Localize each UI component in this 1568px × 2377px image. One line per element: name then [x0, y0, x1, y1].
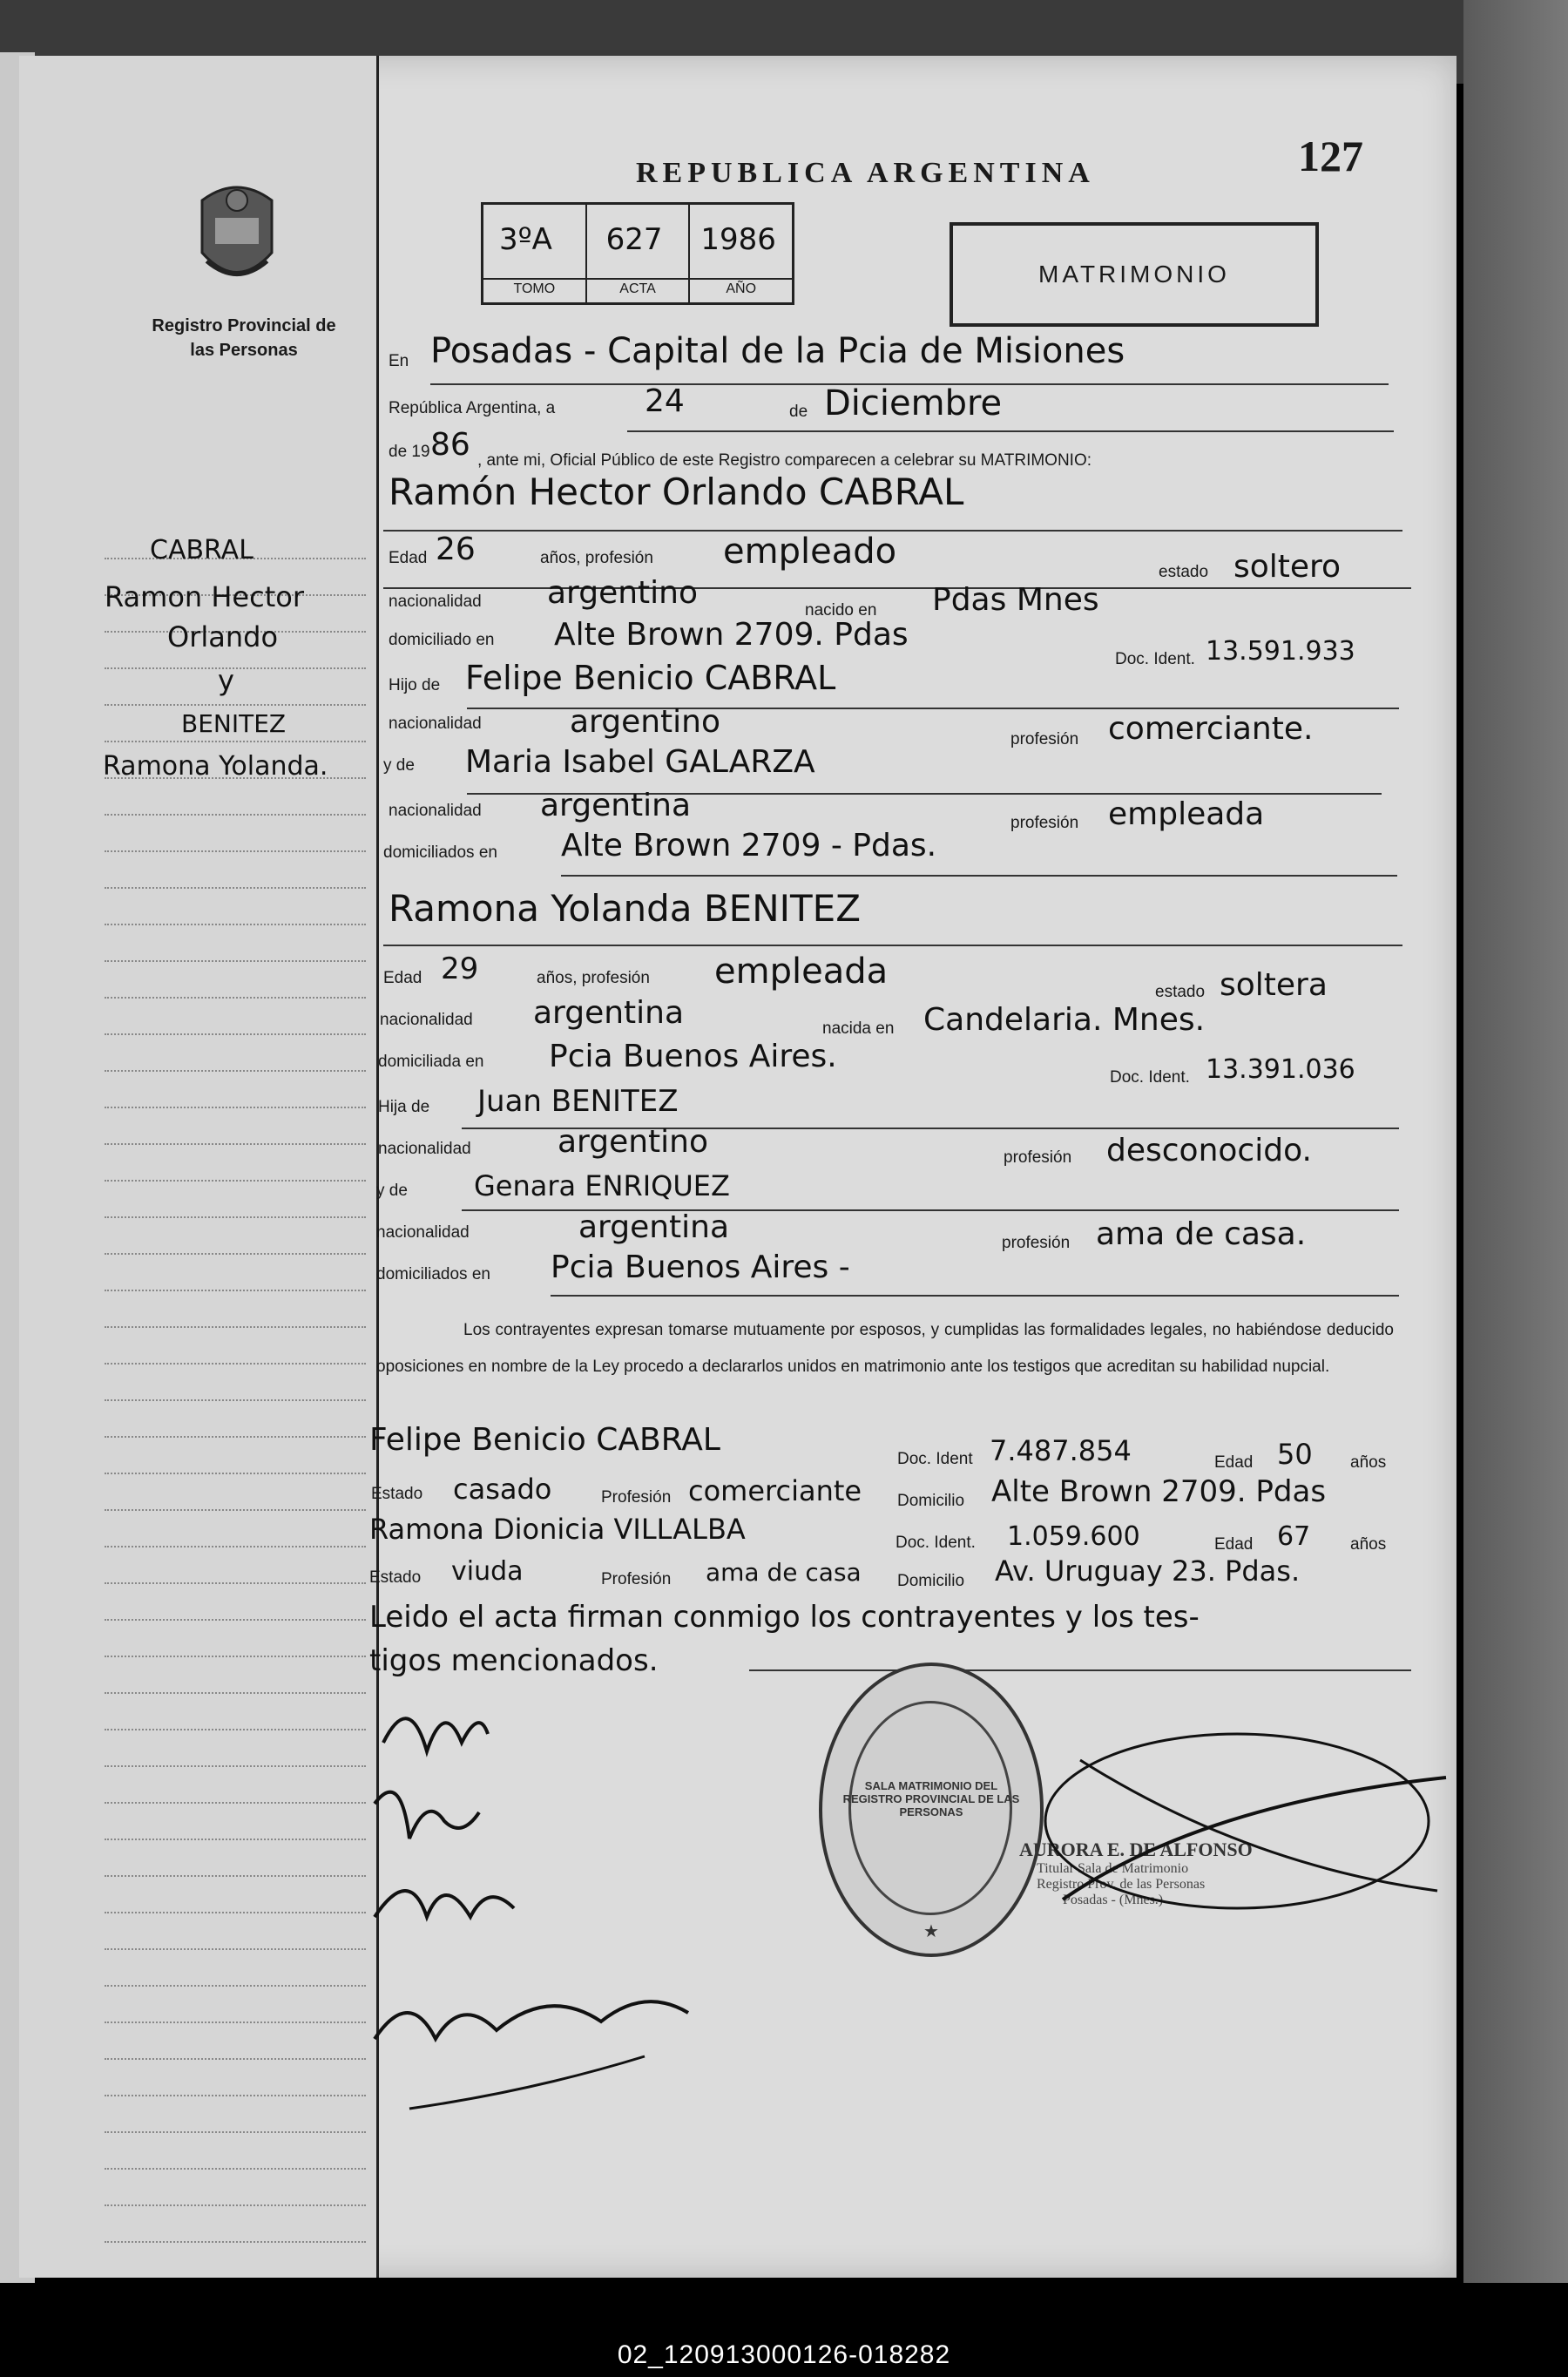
acta-label: ACTA — [587, 278, 689, 297]
bride-padre: Juan BENITEZ — [477, 1084, 679, 1119]
groom-yde-label: y de — [383, 756, 415, 775]
bride-madre-prof-label: profesión — [1002, 1234, 1071, 1252]
bride-nacionalidad: argentina — [533, 995, 685, 1031]
seal-text: SALA MATRIMONIO DEL REGISTRO PROVINCIAL DE LAS PERSONAS — [842, 1779, 1020, 1818]
margin-rule — [105, 2095, 366, 2096]
page-number: 127 — [1298, 132, 1363, 180]
groom-doc-label: Doc. Ident. — [1115, 650, 1195, 668]
de-label: de — [789, 403, 808, 421]
witness2-prof-label: Profesión — [601, 1570, 672, 1588]
official-city: Posadas - (Mnes.) — [1063, 1893, 1164, 1907]
margin-rule — [105, 850, 366, 852]
witness2-domicilio: Av. Uruguay 23. Pdas. — [995, 1554, 1301, 1588]
margin-rule — [105, 2241, 366, 2243]
bride-padre-nac: argentino — [558, 1124, 709, 1160]
official-title: Titular Sala de Matrimonio — [1037, 1861, 1189, 1876]
margin-rule — [105, 1619, 366, 1621]
margin-groom-given-1: Ramon Hector — [105, 580, 304, 613]
groom-edad: 26 — [436, 532, 476, 567]
margin-rule — [105, 1948, 366, 1950]
margin-rule — [105, 1912, 366, 1913]
witness2-profesion: ama de casa — [706, 1558, 862, 1587]
margin-rule — [105, 1399, 366, 1401]
margin-rule — [105, 2021, 366, 2023]
margin-rule — [105, 2131, 366, 2133]
margin-connector: y — [218, 664, 234, 697]
margin-rule — [105, 1582, 366, 1584]
bride-madre-prof: ama de casa. — [1096, 1216, 1307, 1252]
witness1-prof-label: Profesión — [601, 1488, 672, 1507]
year-prefix: de 19 — [389, 443, 430, 461]
registry-name: Registro Provincial de las Personas — [152, 316, 336, 360]
bride-name: Ramona Yolanda BENITEZ — [389, 887, 861, 930]
bride-nac-label: nacionalidad — [380, 1011, 473, 1029]
margin-rule — [105, 1729, 366, 1730]
margin-rule — [105, 1070, 366, 1072]
bride-anios-label: años, profesión — [537, 969, 650, 987]
rule — [551, 1295, 1399, 1297]
witness1-dom-label: Domicilio — [897, 1492, 965, 1510]
margin-rule — [105, 960, 366, 962]
margin-rule — [105, 1290, 366, 1291]
day: 24 — [645, 383, 685, 419]
official-office: Registro Prov. de las Personas — [1037, 1877, 1206, 1892]
groom-padres-dom-label: domiciliados en — [383, 843, 497, 862]
margin-rule — [105, 1363, 366, 1365]
rule — [561, 875, 1397, 877]
month: Diciembre — [824, 383, 1003, 423]
acta-value: 627 — [605, 222, 663, 257]
groom-padre: Felipe Benicio CABRAL — [465, 659, 836, 697]
witness2-name: Ramona Dionicia VILLALBA — [369, 1513, 746, 1546]
margin-rule — [105, 1839, 366, 1840]
bride-madre-nac: argentina — [578, 1209, 730, 1245]
groom-name: Ramón Hector Orlando CABRAL — [389, 471, 964, 513]
record-number-box — [481, 202, 794, 305]
bride-profesion: empleada — [714, 951, 889, 992]
rule — [383, 587, 1411, 589]
rule — [627, 430, 1394, 432]
margin-rule — [105, 1765, 366, 1767]
bride-padres-dom: Pcia Buenos Aires - — [551, 1249, 850, 1285]
groom-padre-nac-label: nacionalidad — [389, 714, 482, 733]
groom-madre-prof-label: profesión — [1010, 814, 1079, 832]
witness1-edad: 50 — [1277, 1438, 1313, 1471]
bride-padre-nac-label: nacionalidad — [378, 1140, 471, 1158]
groom-padre-prof-label: profesión — [1010, 730, 1079, 748]
official-name: AURORA E. DE ALFONSO — [1019, 1839, 1253, 1860]
margin-groom-surname: CABRAL — [150, 535, 253, 565]
year-suffix: 86 — [430, 427, 470, 463]
margin-rule — [105, 1546, 366, 1547]
witness2-anios-label: años — [1350, 1535, 1387, 1554]
signatures-graphic — [357, 1690, 740, 2143]
witness2-estado-label: Estado — [369, 1568, 422, 1587]
witness2-estado: viuda — [451, 1556, 524, 1587]
margin-rule — [105, 1436, 366, 1438]
bride-estado-label: estado — [1155, 983, 1206, 1001]
witness1-estado: casado — [453, 1473, 552, 1506]
margin-rule — [105, 997, 366, 999]
groom-padres-dom: Alte Brown 2709 - Pdas. — [561, 828, 937, 863]
bride-madre: Genara ENRIQUEZ — [474, 1169, 730, 1202]
margin-rule — [105, 1509, 366, 1511]
official-signature — [1028, 1725, 1463, 1917]
bride-domicilio: Pcia Buenos Aires. — [549, 1039, 837, 1074]
groom-madre-nac-label: nacionalidad — [389, 802, 482, 820]
groom-nacido-label: nacido en — [805, 601, 877, 620]
groom-hijo-label: Hijo de — [389, 676, 441, 694]
margin-rule — [105, 1656, 366, 1657]
bride-edad: 29 — [441, 951, 479, 986]
bride-yde-label: y de — [376, 1182, 408, 1200]
statement: , ante mi, Oficial Público de este Registro comparecen a celebrar su MATRIMONIO: — [477, 451, 1092, 470]
margin-rule — [105, 2204, 366, 2206]
margin-rule — [105, 667, 366, 669]
groom-padre-prof: comerciante. — [1108, 711, 1314, 747]
groom-madre: Maria Isabel GALARZA — [465, 744, 815, 780]
margin-rule — [105, 1802, 366, 1804]
witness2-doc-label: Doc. Ident. — [896, 1534, 976, 1552]
star-icon: ★ — [923, 1922, 939, 1941]
margin-rule — [105, 1875, 366, 1877]
groom-estado: soltero — [1233, 549, 1342, 585]
rule — [383, 945, 1402, 946]
groom-profesion: empleado — [723, 532, 897, 572]
record-type: MATRIMONIO — [1038, 261, 1230, 288]
country-title: REPUBLICA ARGENTINA — [636, 157, 1095, 189]
tomo-value: 3ºA — [499, 222, 552, 257]
background-right — [1463, 0, 1568, 2283]
coat-of-arms-icon — [185, 174, 289, 296]
bride-doc-label: Doc. Ident. — [1110, 1068, 1190, 1087]
margin-rule — [105, 1985, 366, 1987]
groom-nac-label: nacionalidad — [389, 593, 482, 611]
margin-rule — [105, 1326, 366, 1328]
republica-label: República Argentina, a — [389, 399, 556, 417]
groom-madre-nac: argentina — [540, 788, 692, 823]
groom-nacionalidad: argentino — [547, 575, 699, 611]
margin-rule — [105, 1253, 366, 1255]
official-seal — [819, 1663, 1044, 1957]
witness1-doc-label: Doc. Ident — [897, 1450, 973, 1468]
rule — [749, 1669, 1411, 1671]
margin-rule — [105, 1692, 366, 1694]
margin-groom-given-2: Orlando — [167, 620, 279, 654]
groom-edad-label: Edad — [389, 549, 428, 567]
margin-rule — [105, 2168, 366, 2170]
witness1-edad-label: Edad — [1214, 1453, 1254, 1472]
margin-rule — [105, 1143, 366, 1145]
witness1-estado-label: Estado — [371, 1485, 423, 1503]
margin-rule — [105, 1033, 366, 1035]
margin-rule — [105, 887, 366, 889]
bride-padre-prof-label: profesión — [1004, 1148, 1072, 1167]
margin-rule — [105, 924, 366, 925]
record-type-box — [950, 222, 1319, 327]
margin-rule — [105, 704, 366, 706]
place: Posadas - Capital de la Pcia de Misiones — [430, 331, 1125, 371]
margin-rule — [105, 1180, 366, 1182]
witness2-doc: 1.059.600 — [1007, 1521, 1140, 1552]
groom-domicilio: Alte Brown 2709. Pdas — [554, 617, 909, 653]
image-id: 02_120913000126-018282 — [617, 2340, 951, 2369]
witness1-profesion: comerciante — [688, 1474, 862, 1507]
groom-padre-nac: argentino — [570, 704, 721, 740]
margin-rule — [105, 814, 366, 816]
margin-rule — [105, 1216, 366, 1218]
groom-doc: 13.591.933 — [1206, 636, 1355, 667]
bride-madre-nac-label: nacionalidad — [376, 1223, 470, 1242]
bride-edad-label: Edad — [383, 969, 422, 987]
margin-bride-surname: BENITEZ — [181, 709, 287, 738]
bride-hija-label: Hija de — [378, 1098, 430, 1116]
witness1-domicilio: Alte Brown 2709. Pdas — [991, 1474, 1327, 1509]
witness2-dom-label: Domicilio — [897, 1572, 965, 1590]
tomo-label: TOMO — [483, 278, 585, 297]
en-label: En — [389, 352, 409, 370]
groom-dom-label: domiciliado en — [389, 631, 495, 649]
witness1-anios-label: años — [1350, 1453, 1387, 1472]
margin-rule — [105, 741, 366, 742]
margin-rule — [105, 2058, 366, 2060]
witness2-edad-label: Edad — [1214, 1535, 1254, 1554]
groom-anios-label: años, profesión — [540, 549, 653, 567]
witness1-name: Felipe Benicio CABRAL — [369, 1422, 720, 1458]
bride-estado: soltera — [1220, 967, 1328, 1003]
bride-padres-dom-label: domiciliados en — [376, 1265, 490, 1283]
witness2-edad: 67 — [1277, 1521, 1311, 1552]
anio-label: AÑO — [690, 278, 792, 297]
bride-padre-prof: desconocido. — [1106, 1133, 1312, 1168]
closing-line-1: Leido el acta firman conmigo los contrayentes y los tes- — [369, 1600, 1200, 1635]
witness1-doc: 7.487.854 — [990, 1434, 1132, 1467]
bride-dom-label: domiciliada en — [378, 1053, 484, 1071]
groom-estado-label: estado — [1159, 563, 1209, 581]
left-margin-column — [19, 56, 379, 2278]
margin-bride-given: Ramona Yolanda. — [103, 751, 328, 782]
groom-nacido: Pdas Mnes — [932, 582, 1099, 618]
bride-nacida-label: nacida en — [822, 1019, 895, 1038]
declaration-text: Los contrayentes expresan tomarse mutuamente por esposos, y cumplidas las formalidades legales, no habiéndose deducido oposiciones en nombre de la Ley procedo a declararlos unidos en matrimonio ante los testigos que acreditan su habilidad nupcial. — [376, 1321, 1394, 1376]
margin-rule — [105, 1473, 366, 1474]
margin-rule — [105, 1107, 366, 1108]
bride-nacida: Candelaria. Mnes. — [923, 1002, 1206, 1038]
bride-doc: 13.391.036 — [1206, 1054, 1355, 1085]
anio-value: 1986 — [700, 222, 776, 257]
closing-line-2: tigos mencionados. — [369, 1643, 659, 1678]
groom-madre-prof: empleada — [1108, 796, 1265, 832]
